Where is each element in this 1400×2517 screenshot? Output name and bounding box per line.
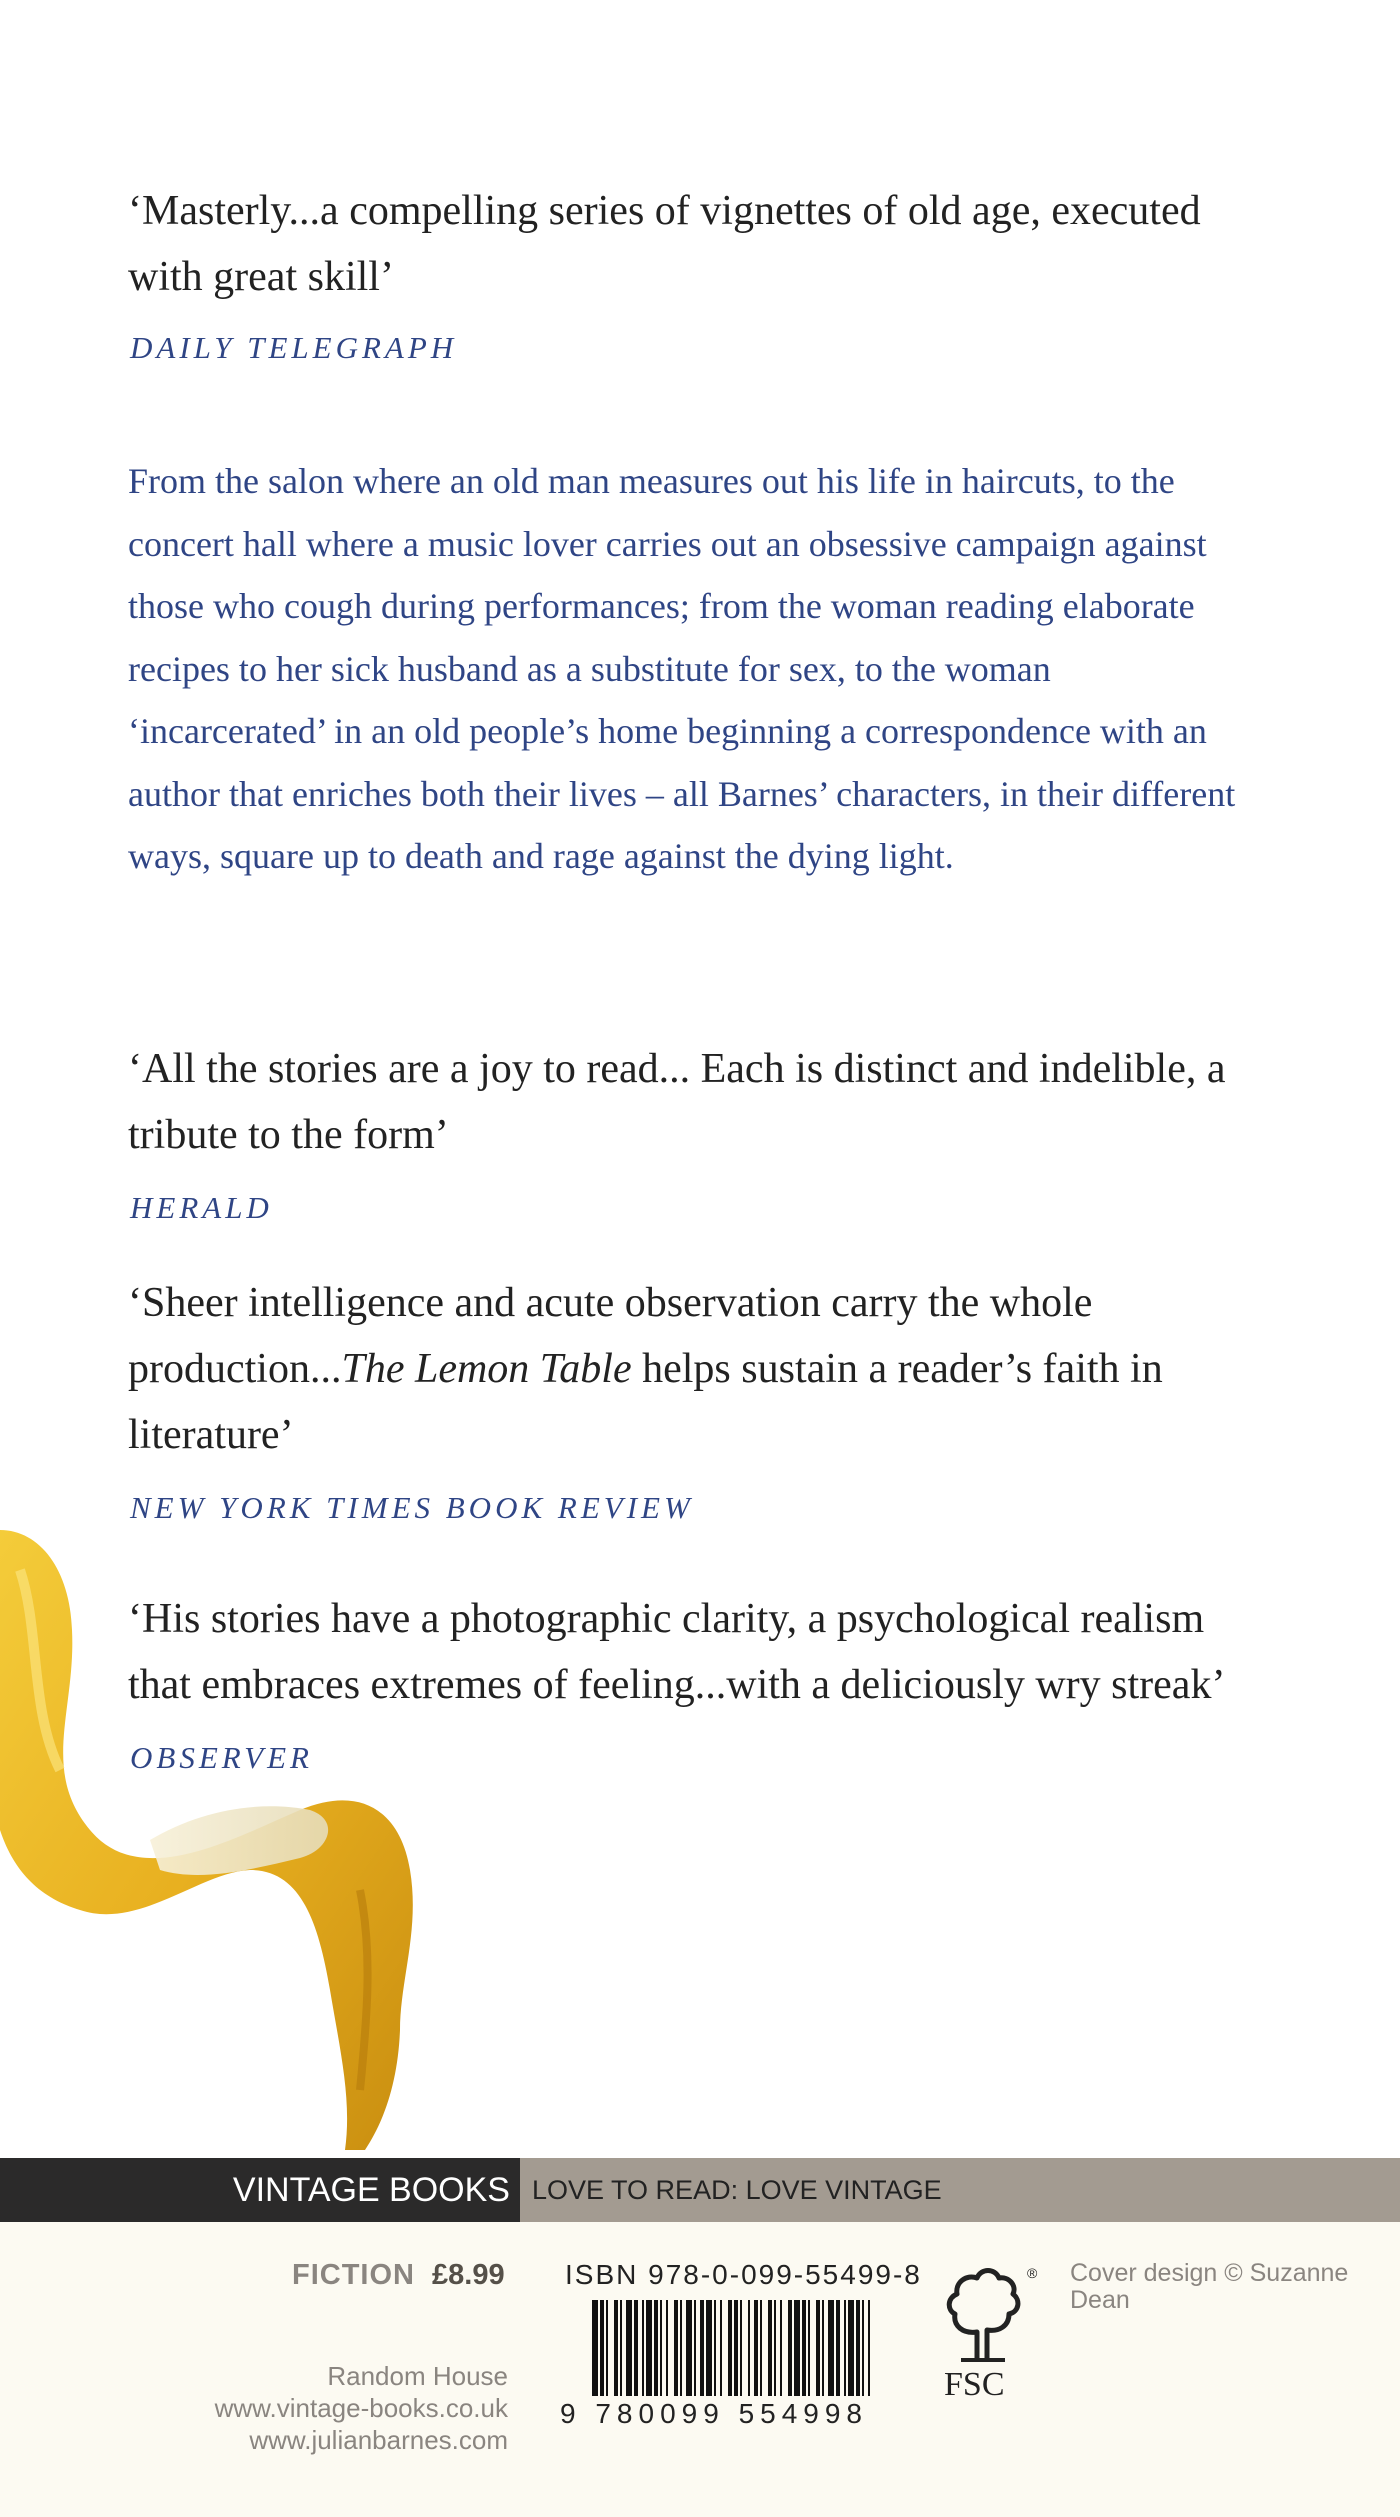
barcode-bar — [780, 2300, 782, 2396]
barcode-bar — [634, 2300, 638, 2396]
barcode-bar — [828, 2300, 834, 2396]
price-label: £8.99 — [432, 2259, 505, 2291]
barcode-bar — [680, 2300, 682, 2396]
barcode-bar — [848, 2300, 854, 2396]
barcode-bar — [728, 2300, 732, 2396]
review-quote-herald: ‘All the stories are a joy to read... Each is distinct and indelible, a tribute to the form’ — [128, 1046, 1226, 1158]
barcode-bar — [794, 2300, 800, 2396]
barcode-bar — [700, 2300, 704, 2396]
barcode-bar — [740, 2300, 742, 2396]
barcode-bar — [620, 2300, 622, 2396]
barcode-bar — [626, 2300, 632, 2396]
barcode-bar — [720, 2300, 722, 2396]
imprint-name: VINTAGE BOOKS — [232, 2171, 510, 2209]
review-quote-nytbr — [128, 1270, 1228, 1468]
barcode-bar — [646, 2300, 652, 2396]
barcode-bar — [822, 2300, 824, 2396]
barcode-bar — [606, 2300, 608, 2396]
barcode-bar — [868, 2300, 870, 2396]
barcode-bar — [600, 2300, 604, 2396]
barcode-bar — [788, 2300, 792, 2396]
publisher-website: www.vintage-books.co.uk — [214, 2393, 508, 2423]
imprint-tagline: LOVE TO READ: LOVE VINTAGE — [532, 2175, 942, 2205]
barcode-bar — [760, 2300, 762, 2396]
review-source-telegraph: DAILY TELEGRAPH — [130, 330, 458, 365]
barcode-bar — [686, 2300, 692, 2396]
genre-label: FICTION — [292, 2259, 415, 2291]
brand-bar-dark-segment — [0, 2158, 520, 2222]
review-quote-telegraph: ‘Masterly...a compelling series of vignettes of old age, executed with great skill’ — [128, 188, 1201, 300]
review-source-nytbr: NEW YORK TIMES BOOK REVIEW — [130, 1490, 694, 1525]
barcode-bar — [654, 2300, 658, 2396]
barcode-bar — [748, 2300, 750, 2396]
barcode-digits: 9 780099 554998 — [560, 2398, 868, 2429]
barcode-bar — [614, 2300, 618, 2396]
barcode-bar — [844, 2300, 846, 2396]
barcode-bar — [714, 2300, 716, 2396]
quote-text-part: helps sustain a reader’s faith in literature’ — [128, 1346, 1163, 1458]
fsc-tree-icon — [925, 2262, 1045, 2372]
barcode-bar — [862, 2300, 864, 2396]
publisher-name: Random House — [327, 2361, 508, 2391]
barcode-bar — [592, 2300, 598, 2396]
barcode-bar — [768, 2300, 772, 2396]
barcode-bar — [816, 2300, 820, 2396]
review-source-herald: HERALD — [130, 1190, 273, 1225]
barcode-bar — [734, 2300, 738, 2396]
publisher-info — [215, 2360, 508, 2456]
review-quote-observer: ‘His stories have a photographic clarity, a psychological realism that embraces extremes of feeling...with a deliciously wry streak’ — [128, 1596, 1226, 1708]
isbn-label: ISBN 978-0-099-55499-8 — [565, 2259, 922, 2290]
cover-design-credit: Cover design © Suzanne Dean — [1070, 2259, 1349, 2314]
isbn-barcode — [590, 2300, 880, 2396]
barcode-bar — [642, 2300, 644, 2396]
barcode-bar — [754, 2300, 758, 2396]
barcode-bar — [802, 2300, 806, 2396]
barcode-bar — [660, 2300, 662, 2396]
barcode-bar — [674, 2300, 678, 2396]
barcode-bar — [836, 2300, 840, 2396]
barcode-bar — [694, 2300, 696, 2396]
registered-mark: ® — [1027, 2265, 1038, 2281]
book-blurb: From the salon where an old man measures out his life in haircuts, to the concert hall where a music lover carries out an obsessive campaign against those who cough during performances; from the woman reading elaborate recipes to her sick husband as a substitute for sex, to the woman ‘incarcerated’ in an old people’s home beginning a correspondence with an author that enriches both their lives – all Barnes’ characters, in their different ways, square up to death and rage against the dying light. — [128, 461, 1236, 876]
barcode-bar — [808, 2300, 810, 2396]
barcode-bar — [666, 2300, 668, 2396]
fsc-label: FSC — [944, 2366, 1005, 2403]
brand-bar — [0, 2158, 1400, 2222]
author-website: www.julianbarnes.com — [249, 2425, 508, 2455]
barcode-bar — [706, 2300, 712, 2396]
barcode-bar — [856, 2300, 860, 2396]
review-source-observer: OBSERVER — [130, 1740, 313, 1775]
book-title-italic: The Lemon Table — [341, 1346, 632, 1392]
quote-text-part: ‘Sheer intelligence and acute observation carry the whole production... — [128, 1280, 1093, 1392]
barcode-bar — [774, 2300, 776, 2396]
